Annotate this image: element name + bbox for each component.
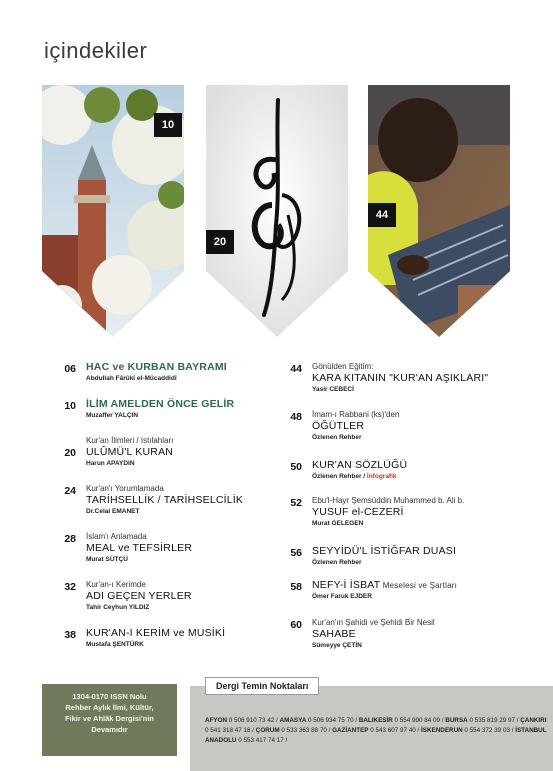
city-name: ÇANKIRI <box>520 717 547 724</box>
entry-subtitle: Ebu'l-Hayr Şemsüddin Muhammed b. Ali b. <box>312 496 465 505</box>
distribution-heading: Dergi Temin Noktaları <box>205 677 319 695</box>
phone-number: 0 553 417 74 17 <box>238 737 284 744</box>
page-number: 52 <box>290 497 302 509</box>
phone-number: 0 506 934 75 70 <box>308 717 354 724</box>
entry-subtitle: Kur'an-ı Kerimde <box>86 580 146 589</box>
page-number: 48 <box>290 411 302 423</box>
phone-number: 0 506 910 73 42 <box>228 717 275 724</box>
page-number: 20 <box>64 447 76 459</box>
city-name: İSKENDERUN <box>421 727 463 734</box>
page-number: 56 <box>290 547 302 559</box>
page-number: 44 <box>290 363 302 375</box>
issn-line: Rehber Aylık İlmi, Kültür, <box>65 703 154 712</box>
entry-author: Özlenen Rehber <box>312 559 362 566</box>
entry-title: SEYYİDÜ'L İSTİĞFAR DUASI <box>312 545 457 557</box>
issn-line: Fikir ve Ahlâk Dergisi'nin <box>64 714 155 723</box>
page-number: 50 <box>290 461 302 473</box>
entry-title: YUSUF el-CEZERİ <box>312 506 404 518</box>
city-name: ÇORUM <box>255 727 280 734</box>
entry-author: Özlenen Rehber <box>312 434 362 441</box>
entry-author: Ömer Faruk EJDER <box>312 593 372 600</box>
page-number: 10 <box>64 400 76 412</box>
city-name: BURSA <box>445 717 468 724</box>
entry-author: Murat GELEGEN <box>312 520 364 527</box>
city-name: GAZİANTEP <box>332 727 369 734</box>
entry-title: SAHABE <box>312 628 356 640</box>
page-number: 06 <box>64 363 76 375</box>
entry-author: Yasir CEBECİ <box>312 386 354 393</box>
entry-author: Murat SÜTÇÜ <box>86 556 128 563</box>
entry-title: ADI GEÇEN YERLER <box>86 590 192 602</box>
entry-title: İLİM AMELDEN ÖNCE GELİR <box>86 398 235 410</box>
phone-number: 0 543 607 97 40 <box>370 727 416 734</box>
entry-author: Mustafa ŞENTÜRK <box>86 641 144 648</box>
city-name: AMASYA <box>279 717 307 724</box>
page-number: 58 <box>290 581 302 593</box>
page-number: 60 <box>290 619 302 631</box>
entry-subtitle: İmam-ı Rabbani (ks)'den <box>312 410 400 419</box>
issn-line: Devamıdır <box>91 725 128 734</box>
entry-author: Sümeyye ÇETİN <box>312 642 362 649</box>
entry-subtitle: Gönülden Eğitim: <box>312 362 374 371</box>
author-name: Özlenen Rehber / <box>312 473 367 480</box>
entry-title: ULÛMÜ'L KURAN <box>86 446 174 458</box>
entry-title: KUR'AN-I KERİM ve MUSİKİ <box>86 627 226 639</box>
page-title: içindekiler <box>44 38 148 63</box>
phone-number: 0 533 363 88 70 <box>281 727 327 734</box>
entry-title: ÖĞÜTLER <box>312 420 365 432</box>
entry-author: Muzaffer YALÇIN <box>86 412 139 419</box>
issn-line: 1304-0170 ISSN Nolu <box>72 692 147 701</box>
distribution-points: AFYON 0 506 910 73 42 / AMASYA 0 506 934 75 70 / BALIKESİR 0 554 990 84 09 / BURSA 0 535 819 29 97 / ÇANKIRI 0 541 318 47 18 / ÇORUM 0 533 363 88 70 / GAZİANTEP 0 543 607 97 40 / İSKENDERUN 0 554 372 39 03 / İSTANBUL ANADOLU 0 553 417 74 17 / <box>205 717 547 744</box>
city-name: AFYON <box>205 717 228 724</box>
issn-box <box>42 684 177 756</box>
page-number: 38 <box>64 629 76 641</box>
entry-title <box>312 579 532 592</box>
phone-number: 0 554 372 39 03 <box>464 727 510 734</box>
page-badge: 20 <box>206 230 234 254</box>
banner-minaret-photo <box>42 85 184 337</box>
phone-number: 0 535 819 29 97 <box>469 717 515 724</box>
page-number: 28 <box>64 533 76 545</box>
infographic-tag: İnfografik <box>366 473 397 480</box>
entry-title: KUR'AN SÖZLÜĞÜ <box>312 459 408 471</box>
entry-title: KARA KITANIN "KUR'AN AŞIKLARI" <box>312 372 489 384</box>
entry-subtitle: Kur'an İlimleri / Istılahları <box>86 436 174 445</box>
city-name: BALIKESİR <box>358 717 393 724</box>
page-badge: 10 <box>154 113 182 137</box>
entry-subtitle: Kur'an'ın Şahidi ve Şehidi Bir Nesil <box>312 618 435 627</box>
entry-author: Dr.Celal EMANET <box>86 508 140 515</box>
page-number: 32 <box>64 581 76 593</box>
entry-title: MEAL ve TEFSİRLER <box>86 542 193 554</box>
entry-title: TARİHSELLİK / TARİHSELCİLİK <box>86 494 244 506</box>
entry-author: Tahir Ceyhun YILDIZ <box>86 604 150 611</box>
phone-number: 0 554 990 84 09 <box>394 717 441 724</box>
entry-author: Abdullah Fârûkî el-Mücaddidî <box>86 375 177 382</box>
entry-subtitle: İslam'ı Anlamada <box>86 532 147 541</box>
entry-title-suffix: Meselesi ve Şartları <box>380 581 458 590</box>
page-badge: 44 <box>368 203 396 227</box>
entry-author: Harun APAYDIN <box>86 460 135 467</box>
page-number: 24 <box>64 485 76 497</box>
entry-author <box>312 472 532 482</box>
entry-title-main: NEFY-İ İSBAT <box>312 579 381 591</box>
phone-number: 0 541 318 47 18 <box>205 727 251 734</box>
banner-calligraphy <box>206 85 348 337</box>
entry-title: HAC ve KURBAN BAYRAMI <box>86 361 227 373</box>
entry-subtitle: Kur'an'ı Yorumlamada <box>86 484 164 493</box>
banner-child-photo <box>368 85 510 337</box>
city-name: İSTANBUL ANADOLU <box>205 727 547 744</box>
